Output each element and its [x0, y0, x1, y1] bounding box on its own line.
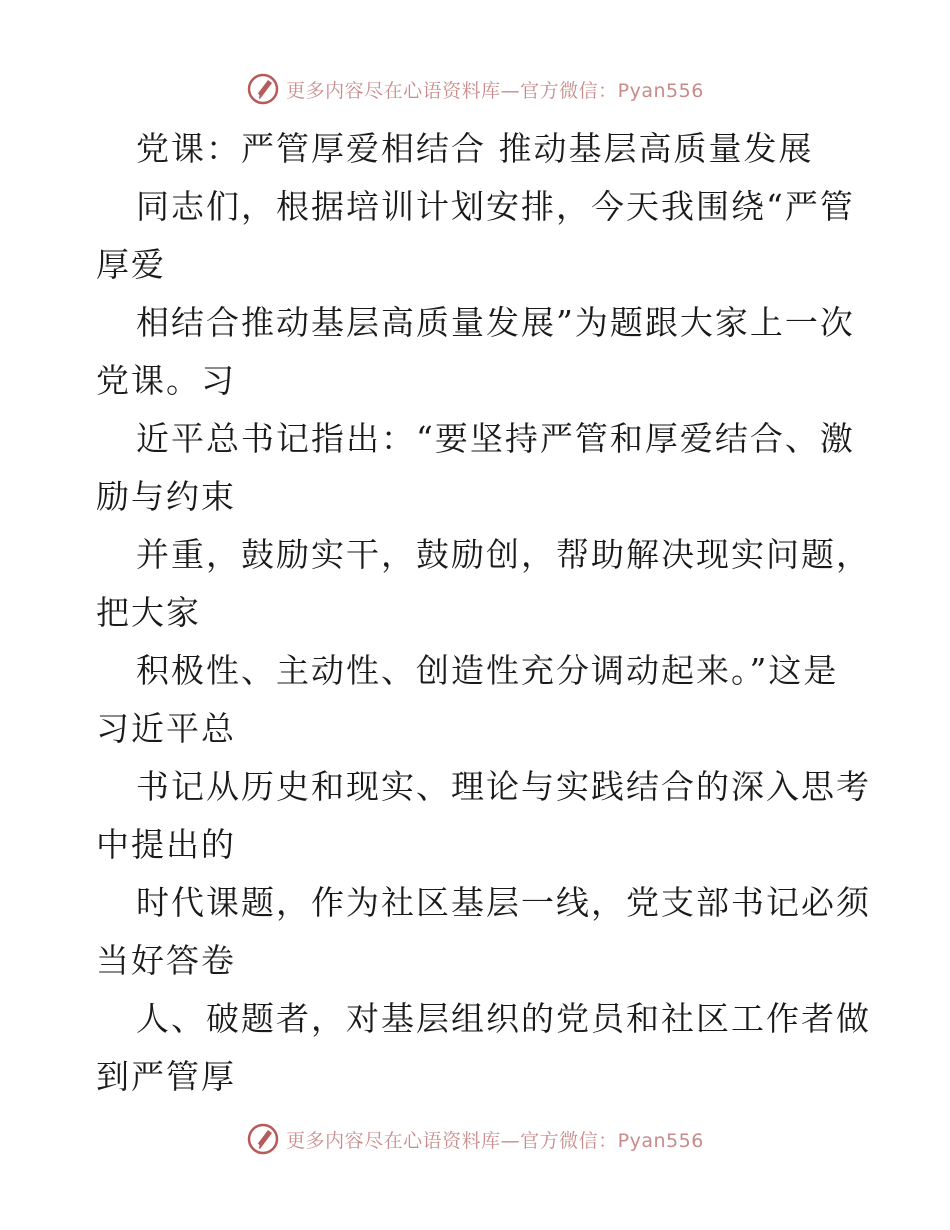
text-line: 习近平总 [96, 709, 236, 748]
watermark-text: 更多内容尽在心语资料库—官方微信：Pyan556 [286, 79, 704, 102]
pen-logo-icon [246, 72, 280, 106]
text-line: 时代课题，作为社区基层一线，党支部书记必须 [136, 883, 871, 922]
watermark-text: 更多内容尽在心语资料库—官方微信：Pyan556 [286, 1129, 704, 1152]
document-title: 党课：严管厚爱相结合 推动基层高质量发展 [136, 129, 814, 168]
pen-logo-icon [246, 1122, 280, 1156]
text-line: 厚爱 [96, 245, 166, 284]
text-line: 积极性、主动性、创造性充分调动起来。”这是 [136, 651, 839, 690]
text-line: 人、破题者，对基层组织的党员和社区工作者做 [136, 999, 871, 1038]
text-line: 书记从历史和现实、理论与实践结合的深入思考 [136, 767, 871, 806]
text-line: 同志们，根据培训计划安排，今天我围绕“严管 [136, 187, 855, 226]
document-body [96, 120, 871, 1106]
text-line: 把大家 [96, 593, 201, 632]
text-line: 党课。习 [96, 361, 236, 400]
text-line: 相结合推动基层高质量发展”为题跟大家上一次 [136, 303, 855, 342]
text-line: 并重，鼓励实干，鼓励创，帮助解决现实问题， [136, 535, 871, 574]
footer-watermark [0, 1122, 950, 1156]
text-line: 中提出的 [96, 825, 236, 864]
text-line: 近平总书记指出：“要坚持严管和厚爱结合、激 [136, 419, 855, 458]
text-line: 到严管厚 [96, 1057, 236, 1096]
text-line: 励与约束 [96, 477, 236, 516]
text-line: 当好答卷 [96, 941, 236, 980]
header-watermark [0, 72, 950, 106]
